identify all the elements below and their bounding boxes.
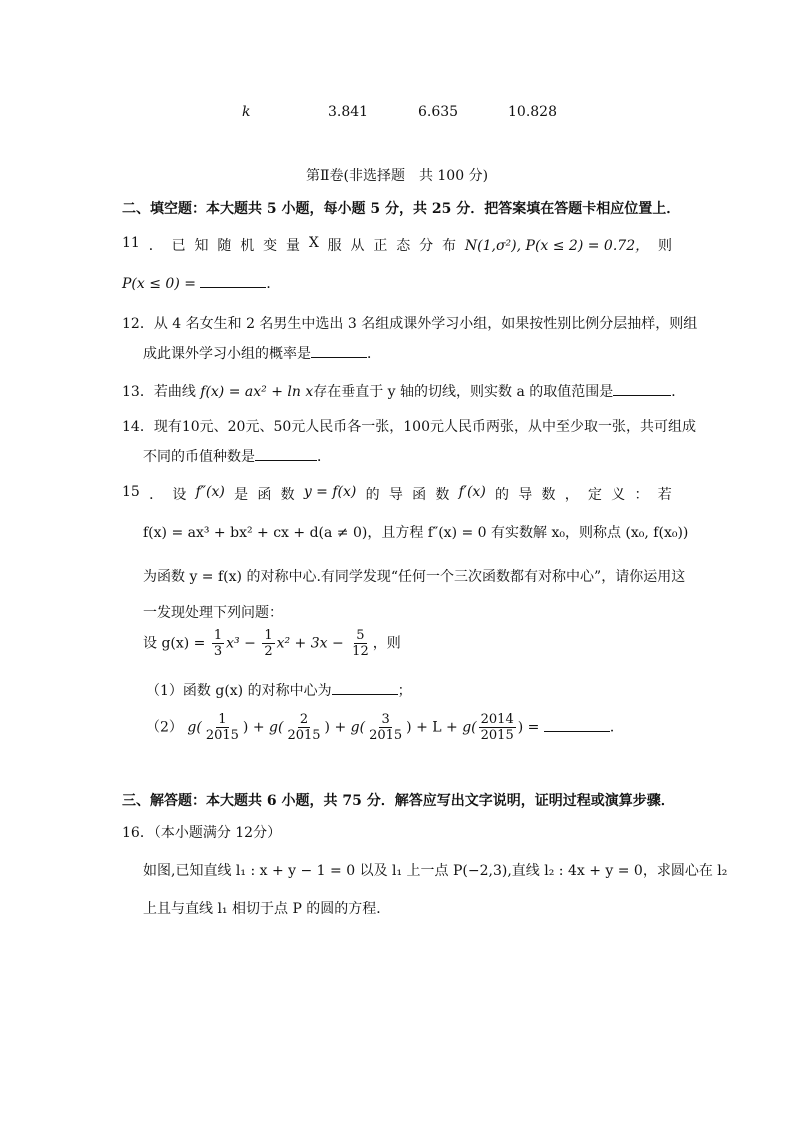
q15-sub1-answer-blank[interactable] [332, 682, 398, 695]
q14-line2: 不同的币值种数是 ． [143, 449, 331, 465]
q12-answer-blank[interactable] [311, 345, 367, 358]
table-k-label: k [242, 104, 251, 120]
q12-line2: 成此课外学习小组的概率是 ． [143, 346, 381, 362]
q16-title: 16．（本小题满分 12分） [122, 825, 282, 841]
q15-line3: 为函数 y = f(x) 的对称中心.有同学发现“任何一个三次函数都有对称中心”，请你运用这 [143, 569, 686, 585]
q15-line2: f(x) = ax³ + bx² + cx + d(a ≠ 0)，且方程 f″(x) = 0 有实数解 x₀，则称点 (x₀, f(x₀)) [143, 525, 689, 541]
q13-line: 13．若曲线 f(x) = ax² + ln x存在垂直于 y 轴的切线，则实数 a 的取值范围是 ． [122, 384, 686, 400]
q13-answer-blank[interactable] [613, 383, 671, 396]
q14-line1: 14．现有10元、20元、50元人民币各一张，100元人民币两张，从中至少取一张，共可组成 [122, 419, 696, 435]
q15-g-definition: 设 g(x) = $\frac{1}{3}$ x³ − $\frac{1}{2}$ x² + 3x − $\frac{5}{12}$ ，则 [143, 628, 401, 659]
part2-header: 二、填空题：本大题共 5 小题，每小题 5 分，共 25 分．把答案填在答题卡相应位置上． [122, 201, 681, 217]
q15-sub2: （2） g( $\frac{1}{2015}$ ) + g( $\frac{2}{2015}$ ) + g( $\frac{3}{2015}$ ) + L + g( $\frac{2014}{2015}$ ) = ． [146, 712, 624, 743]
q16-line2: 上且与直线 l₁ 相切于点 P 的圆的方程． [143, 901, 391, 917]
part3-header: 三、解答题：本大题共 6 小题，共 75 分．解答应写出文字说明，证明过程或演算步骤． [122, 793, 675, 809]
q15-sub1: （1）函数 g(x) 的对称中心为 ； [146, 683, 412, 699]
q11-answer-blank[interactable] [200, 275, 266, 288]
q15-line1: 15 ． 设 f″(x) 是 函 数 y = f(x) 的 导 函 数 f′(x) 的 导 数 ， 定 义 ： 若 [122, 484, 672, 503]
q15-line4: 一发现处理下列问题： [143, 605, 283, 621]
q11-line1: 11 ． 已 知 随 机 变 量 X 服 从 正 态 分 布 N(1,σ²), P(x ≤ 2) = 0.72， 则 [122, 235, 672, 254]
q16-line1: 如图,已知直线 l₁ : x + y − 1 = 0 以及 l₁ 上一点 P(−2,3),直线 l₂ : 4x + y = 0，求圆心在 l₂ [143, 863, 728, 879]
q15-sub2-answer-blank[interactable] [544, 719, 610, 732]
q12-line1: 12．从 4 名女生和 2 名男生中选出 3 名组成课外学习小组，如果按性别比例分层抽样，则组 [122, 316, 698, 332]
q11-line2: P(x ≤ 0) = ． [122, 276, 281, 292]
table-value-1: 3.841 [328, 104, 369, 120]
q14-answer-blank[interactable] [255, 448, 317, 461]
table-value-3: 10.828 [508, 104, 557, 120]
table-value-2: 6.635 [418, 104, 459, 120]
section-title: 第Ⅱ卷(非选择题 共 100 分) [305, 168, 489, 184]
